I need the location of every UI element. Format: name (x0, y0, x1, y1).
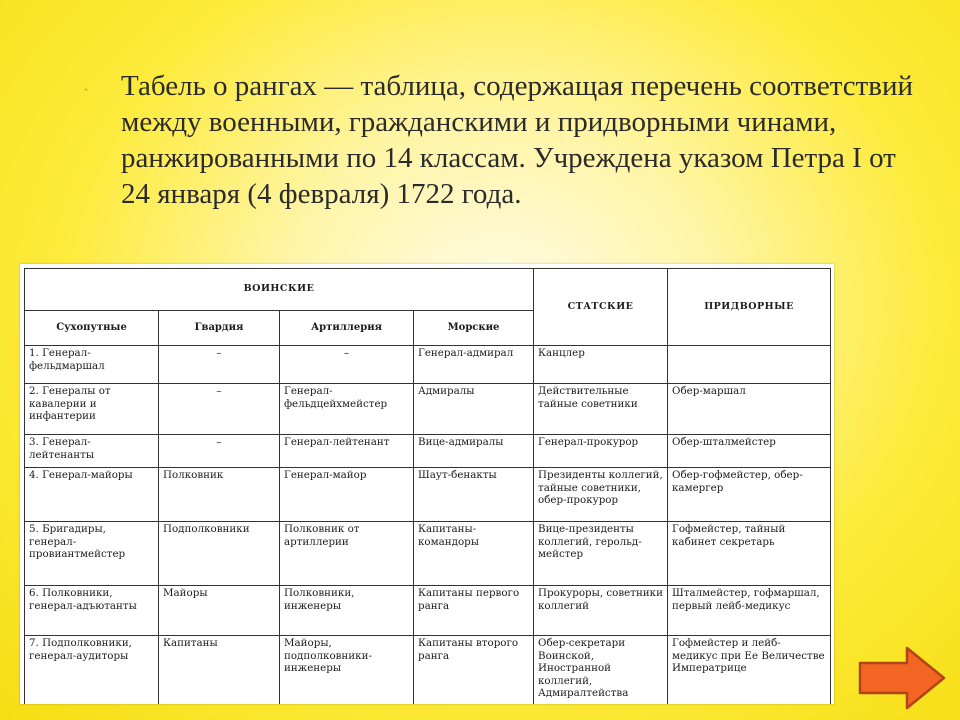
cell-court: Обер-шталмейстер (668, 435, 831, 468)
cell-land: 6. Полковники, генерал-адъютанты (25, 586, 159, 636)
cell-court: Шталмейстер, гофмаршал, первый лейб-медикус (668, 586, 831, 636)
cell-artillery: Генерал-майор (280, 468, 414, 522)
cell-civil: Президенты коллегий, тайные советники, обер-прокурор (534, 468, 668, 522)
cell-guard: Подполковники (159, 522, 280, 586)
cell-land: 4. Генерал-майоры (25, 468, 159, 522)
cell-land: 1. Генерал-фельдмаршал (25, 346, 159, 384)
next-slide-button[interactable] (857, 645, 947, 711)
table-row (25, 384, 831, 435)
header-civil: СТАТСКИЕ (534, 269, 668, 346)
cell-guard: Капитаны (159, 636, 280, 705)
cell-artillery: Генерал-лейтенант (280, 435, 414, 468)
table-card (20, 264, 834, 704)
cell-land: 7. Подполковники, генерал-аудиторы (25, 636, 159, 705)
table-row (25, 468, 831, 522)
cell-court: Обер-гофмейстер, обер-камергер (668, 468, 831, 522)
subheader-artillery: Артиллерия (280, 311, 414, 346)
subheader-guard: Гвардия (159, 311, 280, 346)
table-row (25, 586, 831, 636)
table-row (25, 346, 831, 384)
cell-naval: Адмиралы (414, 384, 534, 435)
bullet-icon: ‸ (84, 78, 88, 91)
cell-civil: Вице-президенты коллегий, герольд-мейстер (534, 522, 668, 586)
cell-land: 2. Генералы от кавалерии и инфантерии (25, 384, 159, 435)
subheader-land: Сухопутные (25, 311, 159, 346)
table-row (25, 636, 831, 705)
cell-naval: Капитаны второго ранга (414, 636, 534, 705)
cell-artillery: Генерал-фельдцейхмейстер (280, 384, 414, 435)
cell-naval: Генерал-адмирал (414, 346, 534, 384)
cell-naval: Капитаны-командоры (414, 522, 534, 586)
ranks-table (24, 268, 831, 704)
cell-civil: Действительные тайные советники (534, 384, 668, 435)
cell-artillery: Майоры, подполковники-инженеры (280, 636, 414, 705)
header-court: ПРИДВОРНЫЕ (668, 269, 831, 346)
cell-civil: Генерал-прокурор (534, 435, 668, 468)
table-row (25, 522, 831, 586)
table-row (25, 435, 831, 468)
cell-court: Гофмейстер, тайный кабинет секретарь (668, 522, 831, 586)
cell-land: 3. Генерал-лейтенанты (25, 435, 159, 468)
cell-guard: Полковник (159, 468, 280, 522)
subheader-naval: Морские (414, 311, 534, 346)
cell-civil: Канцлер (534, 346, 668, 384)
right-arrow-icon[interactable] (860, 648, 944, 708)
cell-court: Гофмейстер и лейб-медикус при Ее Величестве Императрице (668, 636, 831, 705)
cell-guard: Майоры (159, 586, 280, 636)
cell-guard: – (159, 384, 280, 435)
cell-artillery: Полковник от артиллерии (280, 522, 414, 586)
cell-naval: Шаут-бенакты (414, 468, 534, 522)
cell-artillery: Полковники, инженеры (280, 586, 414, 636)
header-military: ВОИНСКИЕ (25, 269, 534, 311)
cell-civil: Обер-секретари Воинской, Иностранной коллегий, Адмиралтейства (534, 636, 668, 705)
cell-land: 5. Бригадиры, генерал-провиантмейстер (25, 522, 159, 586)
cell-civil: Прокуроры, советники коллегий (534, 586, 668, 636)
cell-court: Обер-маршал (668, 384, 831, 435)
cell-guard: – (159, 346, 280, 384)
cell-naval: Капитаны первого ранга (414, 586, 534, 636)
cell-artillery: – (280, 346, 414, 384)
intro-paragraph: Табель о рангах — таблица, содержащая перечень соответствий между военными, гражданскими и придворными чинами, ранжированными по 14 классам. Учреждена указом Петра I от 24 января (4 февраля) 1722 года. (121, 70, 913, 210)
cell-naval: Вице-адмиралы (414, 435, 534, 468)
cell-court (668, 346, 831, 384)
cell-guard: – (159, 435, 280, 468)
